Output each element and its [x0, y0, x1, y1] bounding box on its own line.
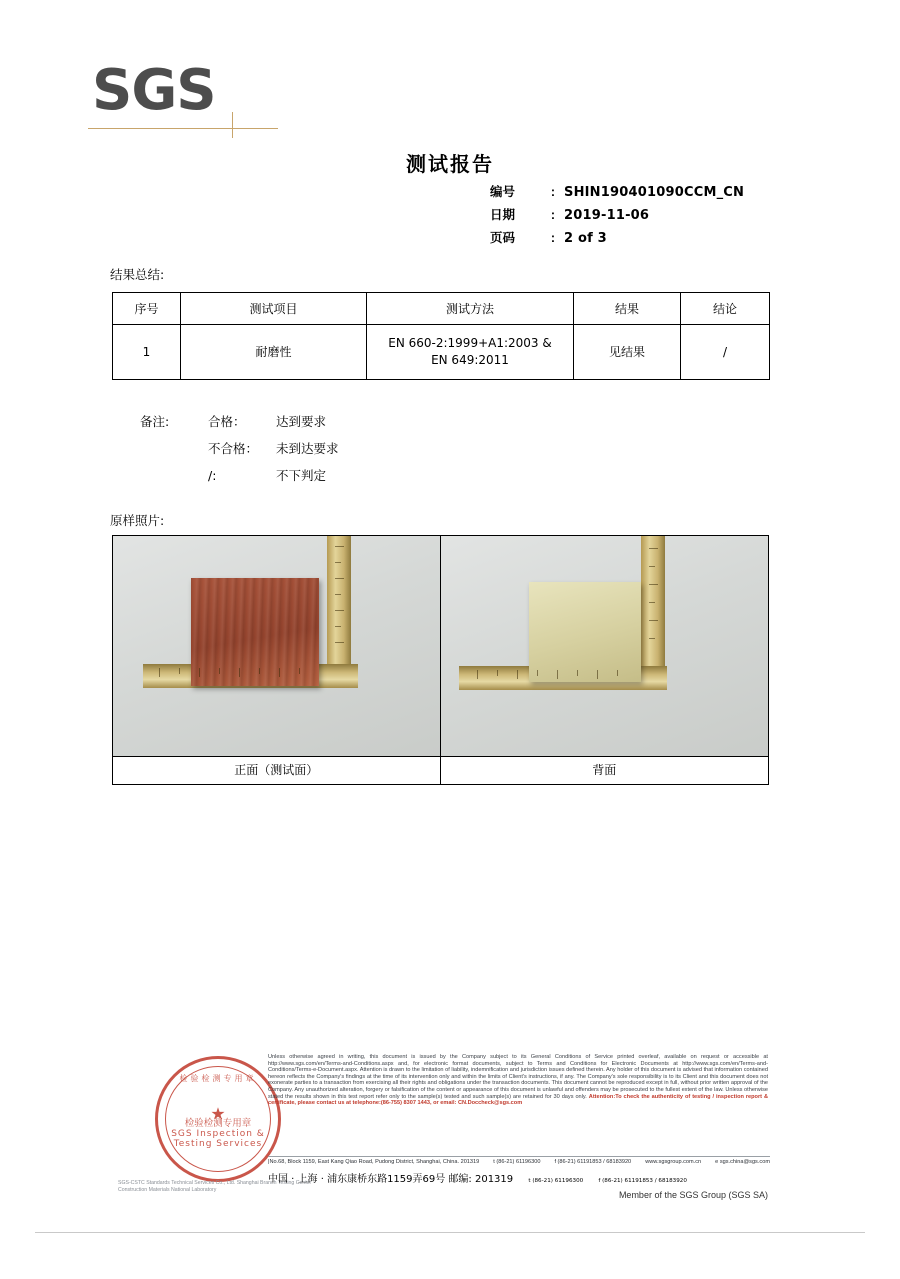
phone-2: f (86-21) 61191853 / 68183920 — [554, 1159, 632, 1165]
email-link[interactable]: e sgs.china@sgs.com — [715, 1159, 770, 1165]
header-result: 结果 — [574, 293, 681, 325]
page-bottom-rule — [35, 1232, 865, 1233]
meta-value-page: 2 of 3 — [564, 231, 607, 246]
header-method: 测试方法 — [367, 293, 574, 325]
meta-label-number: 编号 — [490, 184, 516, 199]
cell-method-line1: EN 660-2:1999+A1:2003 & — [388, 336, 552, 350]
logo-underline — [88, 128, 278, 129]
website-link[interactable]: www.sgsgroup.com.cn — [645, 1159, 702, 1165]
ruler-tick — [649, 602, 655, 603]
ruler-tick — [597, 670, 598, 679]
meta-row-date — [490, 205, 744, 228]
remark-key-na: /: — [208, 468, 217, 483]
remarks-label: 备注: — [140, 414, 170, 429]
meta-row-number — [490, 182, 744, 205]
sgs-logo — [92, 58, 272, 123]
ruler-tick — [649, 566, 655, 567]
phone-1-cn: t (86-21) 61196300 — [528, 1178, 584, 1184]
photos-section-label: 原样照片: — [110, 513, 165, 528]
meta-colon-number: : — [550, 185, 556, 199]
remark-key-pass: 合格： — [208, 414, 246, 429]
remarks-block — [140, 412, 339, 493]
page-footer — [0, 1048, 900, 1208]
ruler-tick — [179, 668, 180, 674]
ruler-tick — [649, 620, 658, 621]
remark-key-fail: 不合格： — [208, 441, 259, 456]
remark-value-na: 不下判定 — [276, 468, 327, 483]
photo-image-front — [113, 536, 440, 757]
cell-method — [367, 325, 574, 380]
photo-cell-back — [441, 536, 769, 784]
sgs-logo-text: SGS — [92, 58, 216, 123]
cell-no: 1 — [113, 325, 181, 380]
ruler-tick — [649, 548, 658, 549]
cell-conclusion: / — [681, 325, 770, 380]
remark-row-na — [140, 466, 339, 493]
stamp-star-icon: ★ — [210, 1104, 226, 1124]
footer-address-en — [268, 1156, 770, 1165]
results-table — [112, 292, 770, 380]
ruler-tick — [537, 670, 538, 676]
stamp-caption: SGS-CSTC Standards Technical Services Co., Ltd. Shanghai Branch Testing Center Construction Materials National Laboratory — [118, 1180, 312, 1193]
ruler-tick — [159, 668, 160, 677]
ruler-tick — [335, 626, 341, 627]
meta-value-date: 2019-11-06 — [564, 208, 650, 223]
photo-caption-front: 正面（测试面） — [113, 757, 440, 784]
cell-item: 耐磨性 — [181, 325, 367, 380]
remark-row-fail — [140, 439, 339, 466]
page-title: 测试报告 — [406, 152, 494, 176]
ruler-tick — [335, 578, 344, 579]
legal-attention: Attention:To check the authenticity of testing / inspection report & certificate, please contact us at telephone:(86-755) 8307 1443, or email: CN.Doccheck@sgs.com — [268, 1093, 768, 1107]
ruler-tick — [219, 668, 220, 674]
ruler-tick — [199, 668, 200, 677]
ruler-tick — [335, 594, 341, 595]
table-row — [113, 325, 770, 380]
ruler-tick — [239, 668, 240, 677]
ruler-tick — [335, 610, 344, 611]
sample-back-face — [529, 582, 641, 682]
results-section-label: 结果总结: — [110, 267, 165, 282]
header-conclusion: 结论 — [681, 293, 770, 325]
meta-label-page: 页码 — [490, 230, 516, 245]
phone-1: t (86-21) 61196300 — [493, 1159, 541, 1165]
remark-value-pass: 达到要求 — [276, 414, 327, 429]
meta-row-page — [490, 228, 744, 251]
official-stamp-icon — [155, 1056, 281, 1182]
header-item: 测试项目 — [181, 293, 367, 325]
ruler-tick — [259, 668, 260, 674]
table-header-row — [113, 293, 770, 325]
meta-value-number: SHIN190401090CCM_CN — [564, 185, 745, 200]
ruler-tick — [557, 670, 558, 679]
cell-result: 见结果 — [574, 325, 681, 380]
stamp-bottom-text: SGS Inspection & Testing Services — [171, 1129, 265, 1149]
photo-caption-back: 背面 — [441, 757, 769, 784]
ruler-tick — [617, 670, 618, 676]
ruler-tick — [497, 670, 498, 676]
ruler-tick — [649, 638, 655, 639]
meta-colon-page: : — [550, 231, 556, 245]
footer-address-cn — [268, 1170, 687, 1185]
photo-cell-front — [113, 536, 441, 784]
phone-2-cn: f (86-21) 61191853 / 68183920 — [598, 1178, 687, 1184]
header-no: 序号 — [113, 293, 181, 325]
ruler-tick — [477, 670, 478, 679]
member-text: Member of the SGS Group (SGS SA) — [618, 1190, 768, 1200]
legal-body: Unless otherwise agreed in writing, this document is issued by the Company subject to its General Conditions of Service printed overleaf, available on request or accessible at http://www.sgs.com/en/Terms-and-Conditions.aspx and, for electronic format documents, subject to Terms and Conditions for Electronic Documents at http://www.sgs.com/en/Terms-and-Conditions/Terms-e-Document.aspx. Attention is drawn to the limitation of liability, indemnification and jurisdiction issues defined therein. Any holder of this document is advised that information contained hereon reflects the Company's findings at the time of its intervention only and within the limits of Client's instructions, if any. The Company's sole responsibility is to its Client and this document does not exonerate parties to a transaction from exercising all their rights and obligations under the transaction documents. This document cannot be reproduced except in full, without prior written approval of the Company. Any unauthorized alteration, forgery or falsification of the content or appearance of this document is unlawful and offenders may be prosecuted to the fullest extent of the law. Unless otherwise stated the results shown in this test report refer only to the sample(s) tested and such sample(s) are retained for 30 days only. — [268, 1054, 768, 1100]
meta-colon-date: : — [550, 208, 556, 222]
ruler-tick — [335, 546, 344, 547]
ruler-tick — [577, 670, 578, 676]
address-en: |No.68, Block 1159, East Kang Qiao Road, Pudong District, Shanghai, China. 201319 — [268, 1159, 480, 1165]
cell-method-line2: EN 649:2011 — [431, 353, 509, 367]
address-cn: 中国 · 上海 · 浦东康桥东路1159弄69号 邮编: 201319 — [268, 1174, 514, 1185]
photo-image-back — [441, 536, 769, 757]
ruler-tick — [649, 584, 658, 585]
stamp-top-text: 检验检测专用章 — [179, 1074, 257, 1083]
meta-label-date: 日期 — [490, 207, 516, 222]
ruler-tick — [517, 670, 518, 679]
report-meta — [490, 182, 744, 251]
ruler-tick — [299, 668, 300, 674]
remark-row-pass — [140, 412, 339, 439]
remark-value-fail: 未到达要求 — [276, 441, 339, 456]
sample-photos — [112, 535, 769, 785]
logo-tick — [232, 112, 233, 138]
stamp-mid-text: 检验检测专用章 — [184, 1118, 252, 1129]
ruler-vertical-icon — [641, 536, 665, 682]
ruler-tick — [335, 642, 344, 643]
legal-disclaimer — [268, 1054, 768, 1107]
ruler-tick — [335, 562, 341, 563]
ruler-tick — [279, 668, 280, 677]
ruler-vertical-icon — [327, 536, 351, 680]
